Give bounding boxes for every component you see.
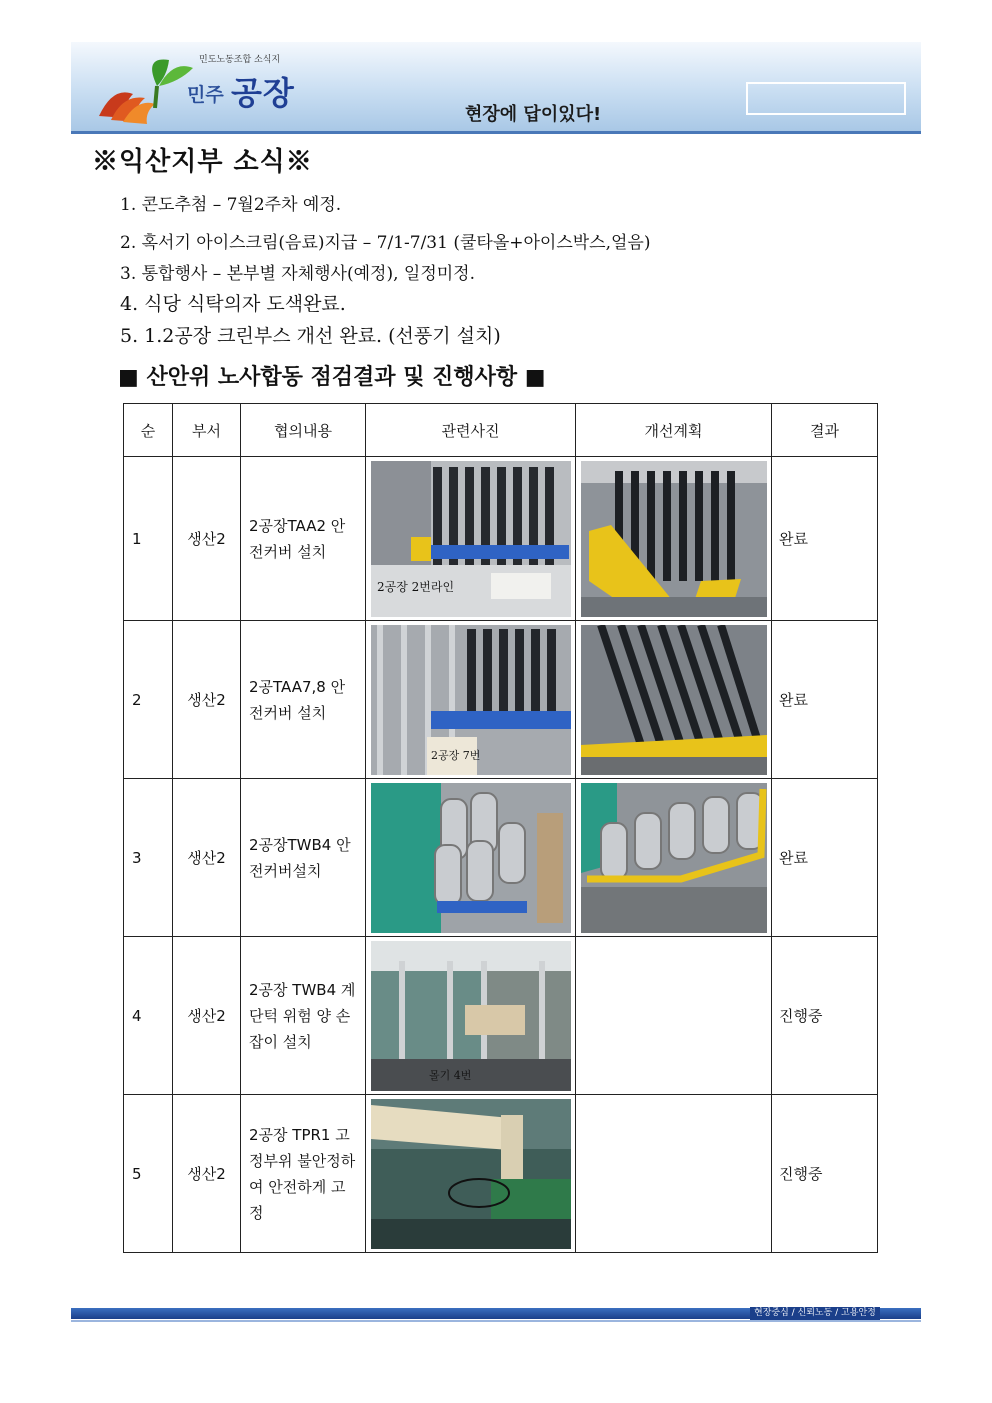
row-dept: 생산2	[173, 457, 241, 621]
table-row	[124, 937, 878, 1095]
row-result: 진행중	[772, 937, 878, 1095]
machine-photo	[371, 783, 571, 933]
photo-handwriting: 2공장 2번라인	[376, 579, 454, 594]
row-number: 3	[124, 779, 173, 937]
plan-photo-cell	[576, 621, 772, 779]
col-header-desc: 협의내용	[241, 404, 366, 457]
brand-small: 민주	[187, 84, 224, 106]
footer-line	[71, 1320, 921, 1322]
related-photo-cell	[366, 457, 576, 621]
row-number: 4	[124, 937, 173, 1095]
col-header-dept: 부서	[173, 404, 241, 457]
slogan: 현장에 답이있다!	[465, 104, 602, 125]
related-photo-cell	[366, 937, 576, 1095]
machine-photo	[371, 461, 571, 617]
row-desc: 2공장TWB4 안전커버설치	[241, 779, 366, 937]
row-number: 1	[124, 457, 173, 621]
improved-machine-photo	[581, 461, 767, 617]
row-dept: 생산2	[173, 937, 241, 1095]
inspection-table	[123, 403, 878, 1253]
table-row	[124, 779, 878, 937]
col-header-photo: 관련사진	[366, 404, 576, 457]
row-desc: 2공장 TPR1 고정부위 불안정하여 안전하게 고정	[241, 1095, 366, 1253]
notice-item: 2. 혹서기 아이스크림(음료)지급 – 7/1-7/31 (쿨타올+아이스박스,얼음)	[120, 233, 651, 253]
floor-photo	[371, 941, 571, 1091]
header-blank-box	[746, 82, 906, 115]
photo-handwriting: 2공장 7번	[430, 748, 480, 762]
notice-item: 3. 통합행사 – 본부별 자체행사(예정), 일정미정.	[120, 264, 475, 284]
notice-item: 4. 식당 식탁의자 도색완료.	[120, 293, 346, 315]
machine-photo	[371, 625, 571, 775]
row-dept: 생산2	[173, 621, 241, 779]
table-row	[124, 621, 878, 779]
row-result: 완료	[772, 457, 878, 621]
plan-empty-cell	[576, 1095, 772, 1253]
col-header-plan: 개선계획	[576, 404, 772, 457]
brand-large: 공장	[231, 74, 295, 112]
row-desc: 2공장 TWB4 계단턱 위험 양 손잡이 설치	[241, 937, 366, 1095]
plan-empty-cell	[576, 937, 772, 1095]
col-header-result: 결과	[772, 404, 878, 457]
equipment-photo	[371, 1099, 571, 1249]
related-photo-cell	[366, 621, 576, 779]
table-header-row	[124, 404, 878, 457]
row-number: 5	[124, 1095, 173, 1253]
related-photo-cell	[366, 1095, 576, 1253]
row-result: 완료	[772, 779, 878, 937]
table-row	[124, 457, 878, 621]
improved-machine-photo	[581, 783, 767, 933]
col-header-no: 순	[124, 404, 173, 457]
row-result: 완료	[772, 621, 878, 779]
footer-text: 현장중심 / 신뢰노동 / 고용안정	[750, 1307, 880, 1320]
photo-handwriting: 몰기 4번	[428, 1068, 471, 1082]
notice-item: 5. 1.2공장 크린부스 개선 완료. (선풍기 설치)	[120, 325, 501, 347]
row-dept: 생산2	[173, 1095, 241, 1253]
row-desc: 2공TAA7,8 안전커버 설치	[241, 621, 366, 779]
page-title: ※익산지부 소식※	[92, 147, 313, 177]
table-row	[124, 1095, 878, 1253]
related-photo-cell	[366, 779, 576, 937]
row-desc: 2공장TAA2 안전커버 설치	[241, 457, 366, 621]
org-name: 민도노동조합 소식지	[199, 55, 281, 65]
notice-item: 1. 콘도추첨 – 7월2주차 예정.	[120, 195, 342, 215]
row-number: 2	[124, 621, 173, 779]
section-title: ■ 산안위 노사합동 점검결과 및 진행사항 ■	[118, 365, 546, 390]
row-dept: 생산2	[173, 779, 241, 937]
improved-machine-photo	[581, 625, 767, 775]
plan-photo-cell	[576, 457, 772, 621]
row-result: 진행중	[772, 1095, 878, 1253]
plan-photo-cell	[576, 779, 772, 937]
header-banner	[71, 42, 921, 134]
